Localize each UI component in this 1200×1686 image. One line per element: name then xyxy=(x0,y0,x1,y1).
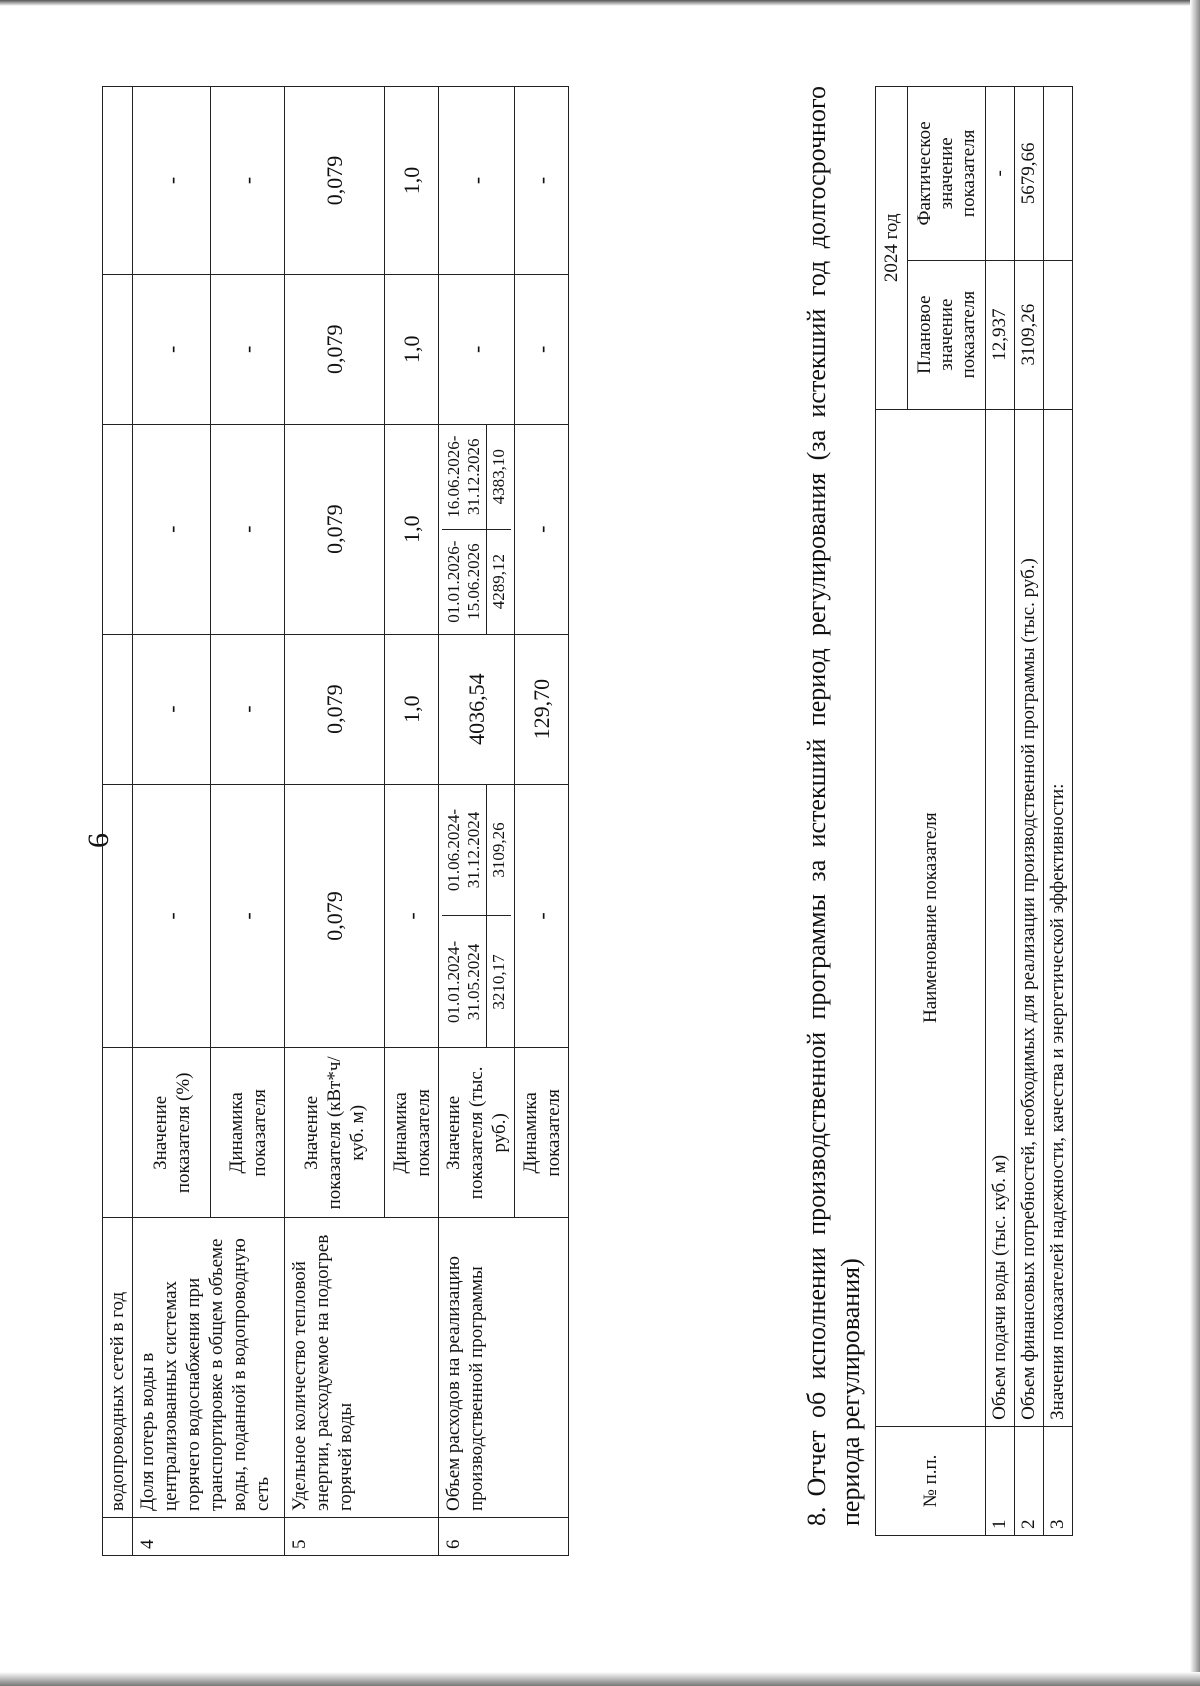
period-label: 01.01.2024-31.05.2024 xyxy=(442,916,487,1047)
section-number: 8. xyxy=(802,1506,831,1526)
sub-label: Значение показателя (тыс. руб.) xyxy=(439,1048,515,1218)
header-year: 2024 год xyxy=(876,87,908,410)
section-8-heading xyxy=(800,86,868,1526)
value-cell: 1,0 xyxy=(385,87,439,275)
value-cell: 1,0 xyxy=(385,424,439,634)
value-cell: - xyxy=(211,424,285,634)
period-value: 4383,10 xyxy=(487,425,512,529)
row-number: 6 xyxy=(439,1518,569,1556)
split-cell-2024 xyxy=(439,784,515,1048)
period-label: 01.06.2024-31.12.2024 xyxy=(442,785,487,916)
value-cell: 0,079 xyxy=(285,274,385,424)
value-cell: - xyxy=(515,784,569,1048)
actual-value: - xyxy=(986,87,1015,261)
table-row xyxy=(1015,87,1044,1536)
value-cell: - xyxy=(133,87,211,275)
sub-label: Динамика показателя xyxy=(515,1048,569,1218)
value-cell: - xyxy=(211,274,285,424)
value-cell: - xyxy=(211,634,285,784)
sub-label: Значение показателя (%) xyxy=(133,1048,211,1218)
row-name: Значения показателей надежности, качества и энергетической эффективности: xyxy=(1044,409,1073,1426)
value-cell: 0,079 xyxy=(285,784,385,1048)
section-title: Отчет об исполнении производственной программы за истекший период регулирования (за истекший год долгосрочного периода регулирования) xyxy=(802,86,865,1526)
sub-label: Значение показателя (кВт*ч/куб. м) xyxy=(285,1048,385,1218)
row-name: Объем финансовых потребностей, необходимых для реализации производственной программы (тыс. руб.) xyxy=(1015,409,1044,1426)
value-cell: - xyxy=(133,634,211,784)
row-name: Объем подачи воды (тыс. куб. м) xyxy=(986,409,1015,1426)
period-label: 16.06.2026-31.12.2026 xyxy=(442,425,487,529)
period-value: 4289,12 xyxy=(487,529,512,633)
planned-value xyxy=(1044,260,1073,409)
sub-label: Динамика показателя xyxy=(211,1048,285,1218)
actual-value: 5679,66 xyxy=(1015,87,1044,261)
row-number: 1 xyxy=(986,1426,1015,1535)
table-row xyxy=(103,87,133,1556)
value-cell: - xyxy=(439,87,515,275)
value-cell: - xyxy=(515,87,569,275)
value-cell: - xyxy=(133,424,211,634)
period-label: 01.01.2026-15.06.2026 xyxy=(442,529,487,633)
split-cell-2026 xyxy=(439,424,515,634)
page-number: 6 xyxy=(82,833,115,848)
value-cell: 0,079 xyxy=(285,634,385,784)
report-table xyxy=(875,86,1073,1536)
row-name: Удельное количество тепловой энергии, расходуемое на подогрев горячей воды xyxy=(285,1218,439,1518)
header-name: Наименование показателя xyxy=(876,409,986,1426)
actual-value xyxy=(1044,87,1073,261)
value-cell: - xyxy=(515,274,569,424)
value-cell: - xyxy=(211,87,285,275)
header-actual: Фактическое значение показателя xyxy=(908,87,986,261)
value-cell: 1,0 xyxy=(385,634,439,784)
planned-value: 3109,26 xyxy=(1015,260,1044,409)
table-row xyxy=(285,87,385,1556)
value-cell: 0,079 xyxy=(285,87,385,275)
row-number: 4 xyxy=(133,1518,285,1556)
value-cell: - xyxy=(439,274,515,424)
row-name: Доля потерь воды в централизованных системах горячего водоснабжения при транспортировке в общем объеме воды, поданной в водопроводную сеть xyxy=(133,1218,285,1518)
period-value: 3109,26 xyxy=(487,785,512,916)
value-cell: - xyxy=(515,424,569,634)
value-cell: 4036,54 xyxy=(439,634,515,784)
row-name: Объем расходов на реализацию производственной программы xyxy=(439,1218,569,1518)
planned-value: 12,937 xyxy=(986,260,1015,409)
table-row xyxy=(133,87,211,1556)
value-cell: - xyxy=(133,274,211,424)
value-cell: 0,079 xyxy=(285,424,385,634)
sub-label: Динамика показателя xyxy=(385,1048,439,1218)
value-cell: - xyxy=(211,784,285,1048)
header-planned: Плановое значение показателя xyxy=(908,260,986,409)
value-cell: - xyxy=(133,784,211,1048)
indicators-table xyxy=(102,86,569,1556)
table-row xyxy=(439,87,515,1556)
row-number: 5 xyxy=(285,1518,439,1556)
value-cell: 129,70 xyxy=(515,634,569,784)
table-row xyxy=(1044,87,1073,1536)
row-number: 2 xyxy=(1015,1426,1044,1535)
header-no: № п.п. xyxy=(876,1426,986,1535)
table-row xyxy=(986,87,1015,1536)
period-value: 3210,17 xyxy=(487,916,512,1047)
value-cell: - xyxy=(385,784,439,1048)
table-header-row xyxy=(876,87,908,1536)
continued-row-label: водопроводных сетей в год xyxy=(103,1218,133,1518)
row-number: 3 xyxy=(1044,1426,1073,1535)
value-cell: 1,0 xyxy=(385,274,439,424)
